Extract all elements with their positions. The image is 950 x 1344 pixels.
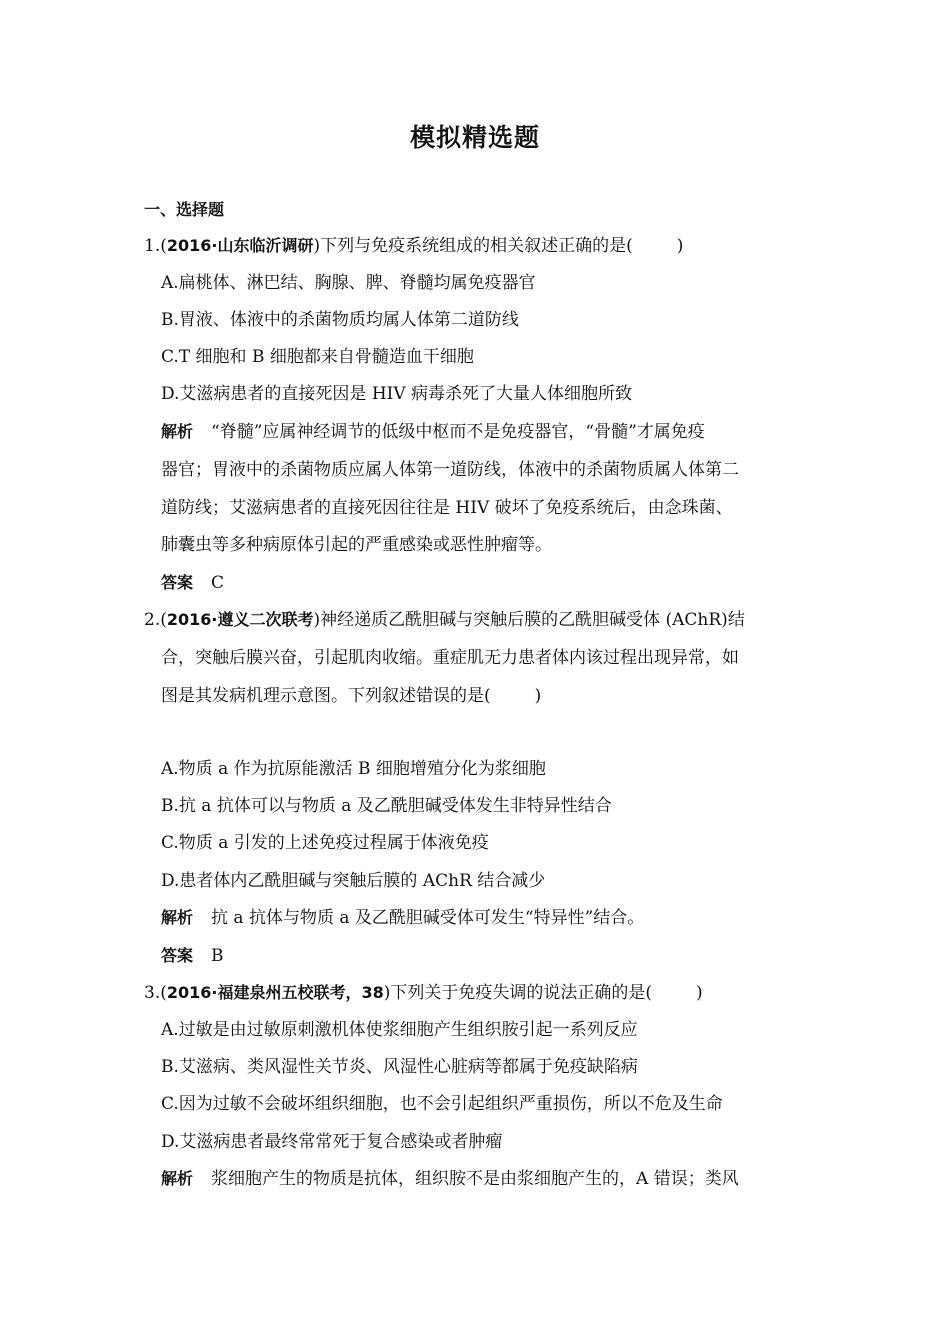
question-2-option-b: B.抗 a 抗体可以与物质 a 及乙酰胆碱受体发生非特异性结合 (161, 796, 612, 816)
question-1-analysis-line: 器官；胃液中的杀菌物质应属人体第一道防线，体液中的杀菌物质属人体第二 (161, 460, 739, 480)
question-1-analysis-line: 肺囊虫等多种病原体引起的严重感染或恶性肿瘤等。 (161, 535, 552, 555)
question-1-option-d: D.艾滋病患者的直接死因是 HIV 病毒杀死了大量人体细胞所致 (161, 384, 633, 404)
question-2-answer (161, 943, 224, 969)
answer-value: C (211, 573, 225, 593)
question-1-analysis-line: 道防线；艾滋病患者的直接死因往往是 HIV 破坏了免疫系统后，由念珠菌、 (161, 498, 733, 518)
question-3-option-b: B.艾滋病、类风湿性关节炎、风湿性心脏病等都属于免疫缺陷病 (161, 1057, 638, 1077)
question-2-option-d: D.患者体内乙酰胆碱与突触后膜的 AChR 结合减少 (161, 871, 546, 891)
question-2-option-a: A.物质 a 作为抗原能激活 B 细胞增殖分化为浆细胞 (161, 759, 546, 779)
question-2-stem: 2.(2016·遵义二次联考)神经递质乙酰胆碱与突触后膜的乙酰胆碱受体 (AChR)结 (144, 610, 745, 630)
analysis-label: 解析 (161, 908, 194, 927)
analysis-label: 解析 (161, 1169, 194, 1188)
question-1-answer (161, 570, 224, 596)
question-2-option-c: C.物质 a 引发的上述免疫过程属于体液免疫 (161, 833, 489, 853)
question-1-analysis: 解析 “脊髓”应属神经调节的低级中枢而不是免疫器官，“骨髓”才属免疫 (161, 422, 705, 442)
question-1-option-b: B.胃液、体液中的杀菌物质均属人体第二道防线 (161, 310, 519, 330)
answer-value: B (211, 946, 224, 966)
answer-label: 答案 (161, 946, 194, 965)
question-3-option-d: D.艾滋病患者最终常常死于复合感染或者肿瘤 (161, 1132, 503, 1152)
question-3-source: 2016·福建泉州五校联考，38 (166, 983, 384, 1002)
question-2-stem-line: 图是其发病机理示意图。下列叙述错误的是( ) (161, 686, 542, 706)
question-3-option-c: C.因为过敏不会破坏组织细胞，也不会引起组织严重损伤，所以不危及生命 (161, 1094, 723, 1114)
question-1-option-a: A.扁桃体、淋巴结、胸腺、脾、脊髓均属免疫器官 (161, 273, 536, 293)
page-title: 模拟精选题 (409, 123, 540, 152)
answer-label: 答案 (161, 573, 194, 592)
question-3-option-a: A.过敏是由过敏原刺激机体使浆细胞产生组织胺引起一系列反应 (161, 1020, 638, 1040)
question-1-stem: 1.(2016·山东临沂调研)下列与免疫系统组成的相关叙述正确的是( ) (144, 236, 684, 256)
question-1-option-c: C.T 细胞和 B 细胞都来自骨髓造血干细胞 (161, 347, 474, 367)
question-1-source: 2016·山东临沂调研 (166, 236, 314, 255)
analysis-label: 解析 (161, 422, 194, 441)
question-2-stem-line: 合，突触后膜兴奋，引起肌肉收缩。重症肌无力患者体内该过程出现异常，如 (161, 648, 739, 668)
question-2-analysis: 解析 抗 a 抗体与物质 a 及乙酰胆碱受体可发生“特异性”结合。 (161, 908, 645, 928)
question-2-source: 2016·遵义二次联考 (166, 610, 314, 629)
question-3-stem: 3.(2016·福建泉州五校联考，38)下列关于免疫失调的说法正确的是( ) (144, 983, 703, 1003)
question-3-analysis: 解析 浆细胞产生的物质是抗体，组织胺不是由浆细胞产生的，A 错误；类风 (161, 1169, 739, 1189)
section-heading: 一、选择题 (144, 200, 225, 219)
